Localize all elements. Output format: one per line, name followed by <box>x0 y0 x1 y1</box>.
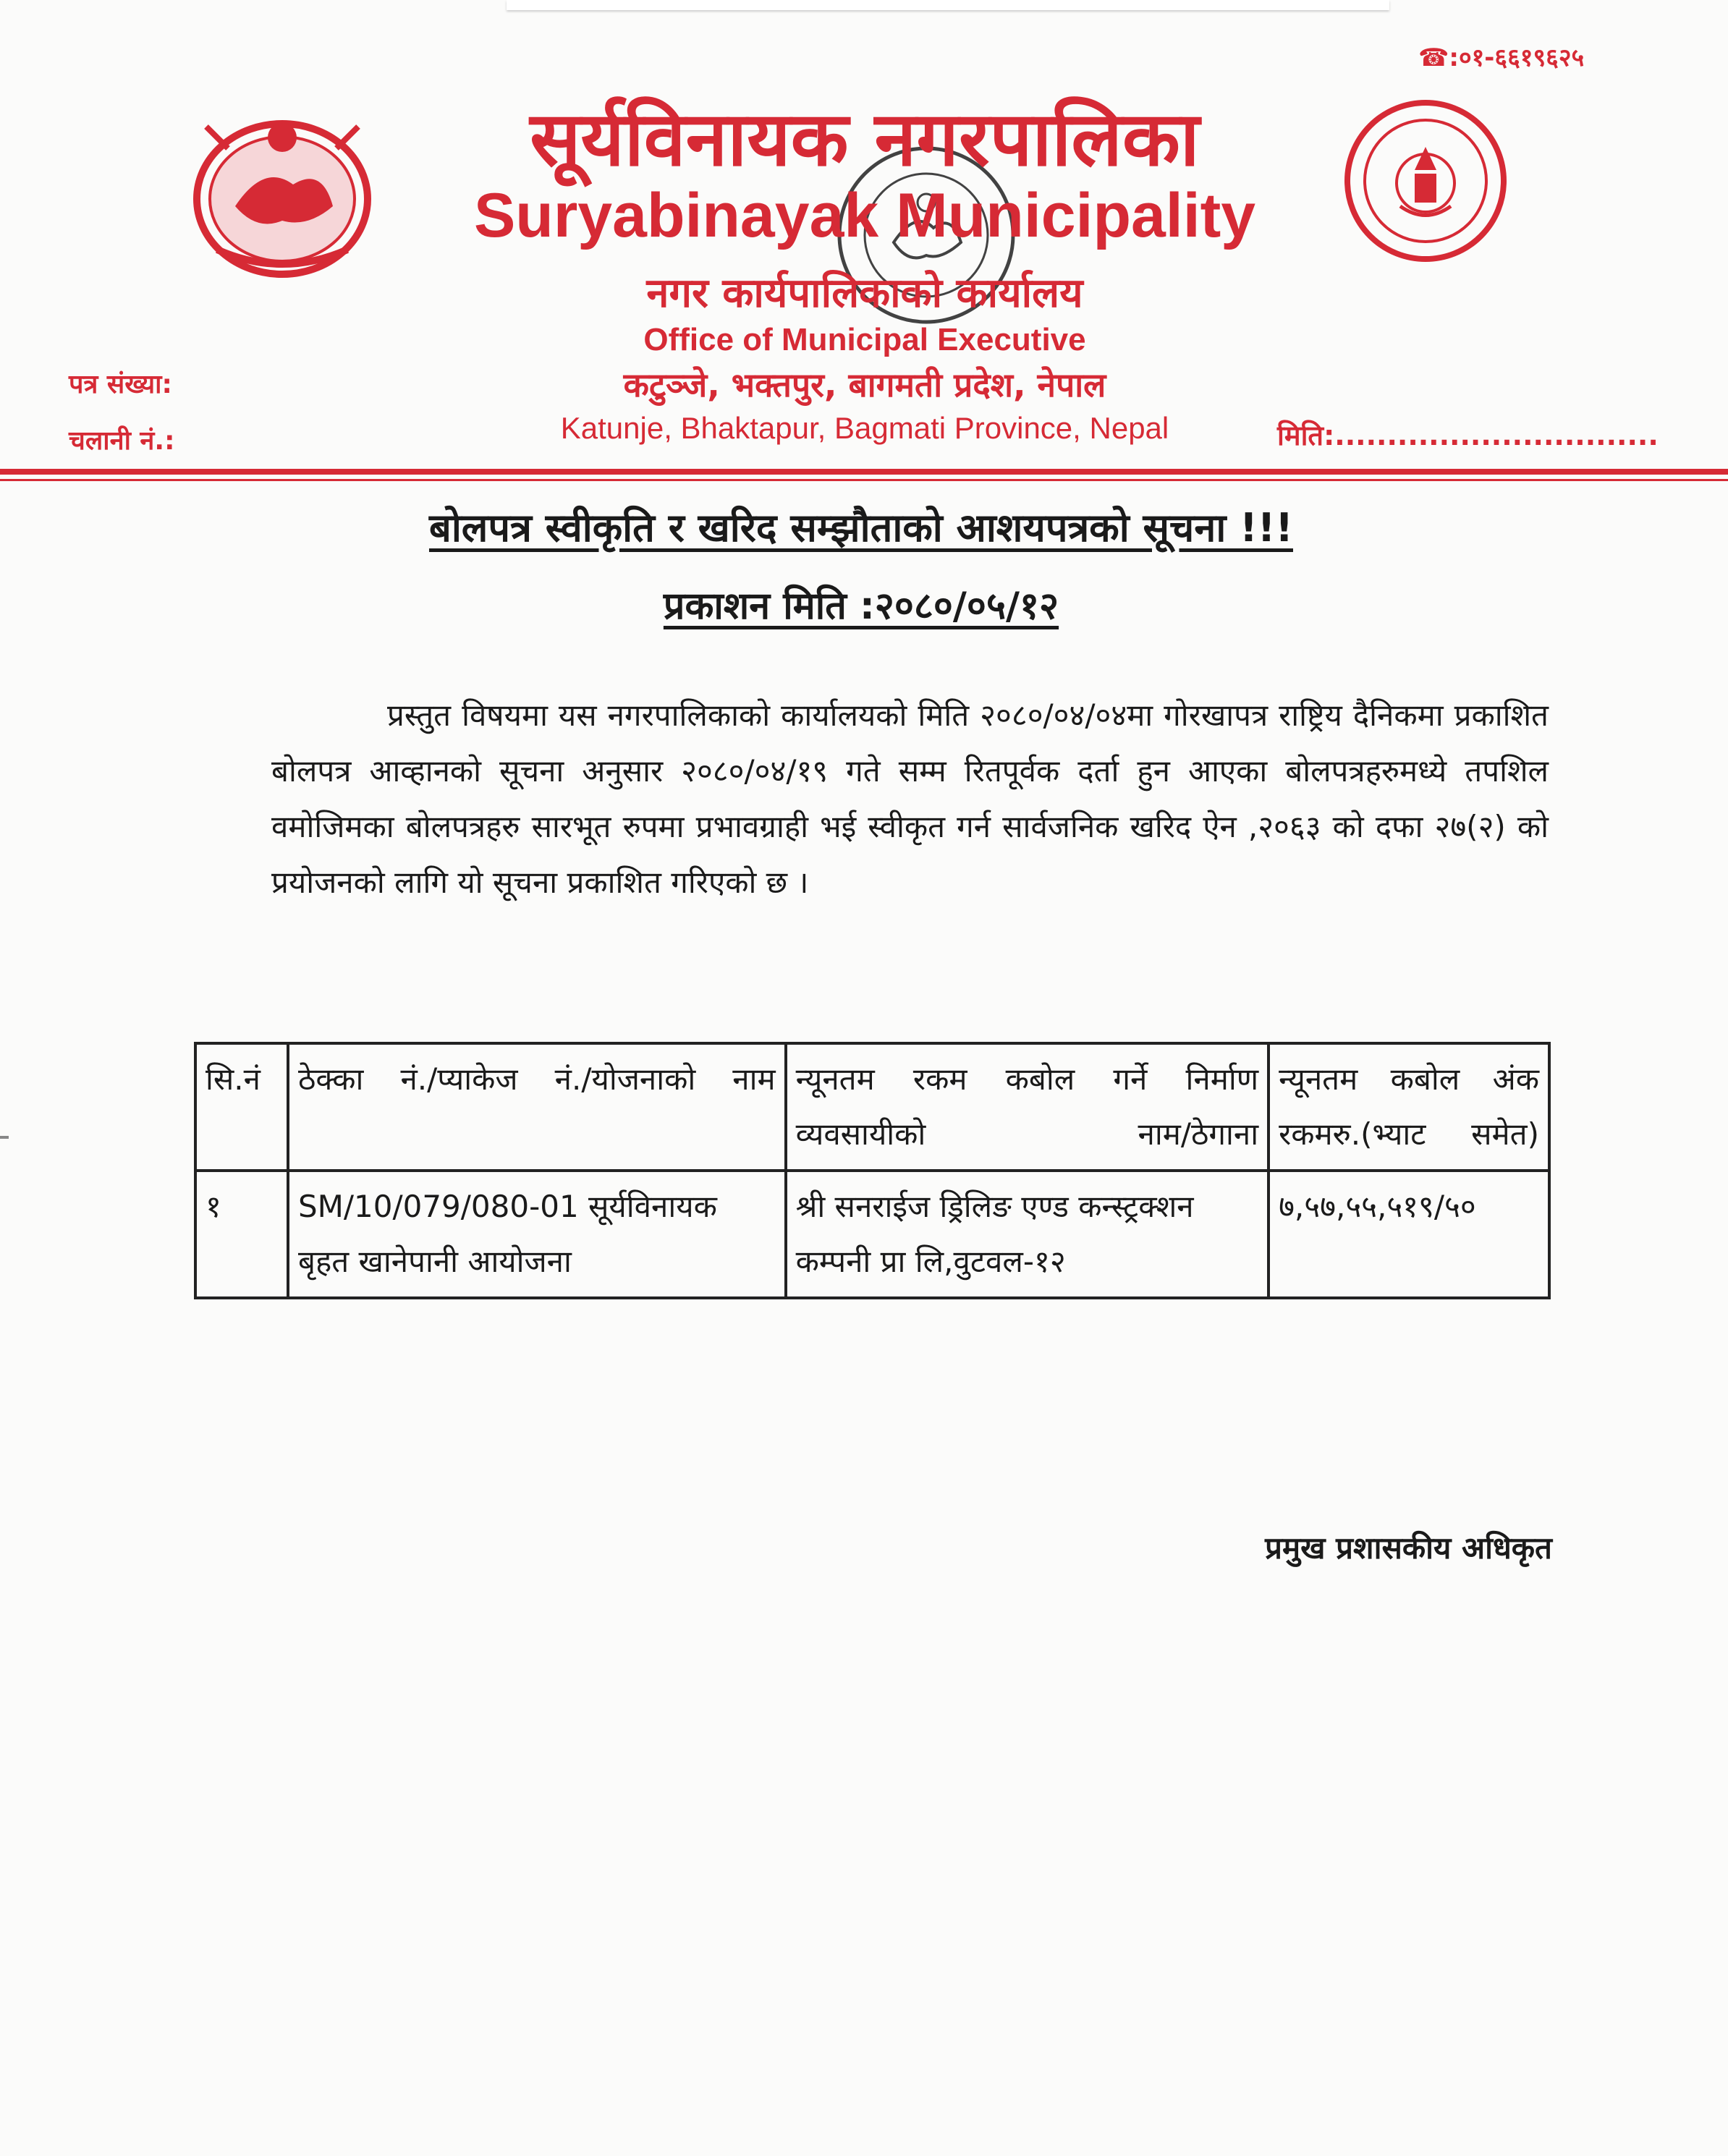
cell-amount: ७,५७,५५,५१९/५० <box>1269 1171 1549 1298</box>
cell-contract: SM/10/079/080-01 सूर्यविनायक बृहत खानेपानी आयोजना <box>288 1171 786 1298</box>
top-paper-edge <box>507 0 1389 10</box>
dispatch-number-label: चलानी नं.: <box>69 426 175 456</box>
letterhead-divider-thin <box>0 479 1728 481</box>
left-margin-mark <box>0 1136 9 1139</box>
table-header-row <box>195 1043 1549 1171</box>
header-bidder: न्यूनतम रकम कबोल गर्ने निर्माण व्यवसायीको नाम/ठेगाना <box>786 1043 1269 1171</box>
notice-body: प्रस्तुत विषयमा यस नगरपालिकाको कार्यालयको मिति २०८०/०४/०४मा गोरखापत्र राष्ट्रिय दैनिकमा प्रकाशित बोलपत्र आव्हानको सूचना अनुसार २०८०/०४/१९ गते सम्म रितपूर्वक दर्ता हुन आएका बोलपत्रहरुमध्ये तपशिल वमोजिमका बोलपत्रहरु सारभूत रुपमा प्रभावग्राही भई स्वीकृत गर्न सार्वजनिक खरिद ऐन ,२०६३ को दफा २७(२) को प्रयोजनको लागि यो सूचना प्रकाशित गरिएको छ । <box>271 697 1549 900</box>
header-sn: सि.नं <box>195 1043 288 1171</box>
address-en: Katunje, Bhaktapur, Bagmati Province, Nepal <box>560 411 1169 445</box>
notice-heading: बोलपत्र स्वीकृति र खरिद सम्झौताको आशयपत्रको सूचना !!! <box>428 505 1293 551</box>
publication-date: प्रकाशन मिति :२०८०/०५/१२ <box>663 585 1059 628</box>
letterhead-divider <box>0 469 1728 475</box>
municipality-seal-icon <box>1342 98 1509 264</box>
municipality-name-np: सूर्यविनायक नगरपालिका <box>530 95 1200 183</box>
address-np: कटुञ्जे, भक्तपुर, बागमती प्रदेश, नेपाल <box>623 365 1106 404</box>
table-row <box>195 1171 1549 1298</box>
municipality-name-en: Suryabinayak Municipality <box>473 181 1256 250</box>
date-label: मिति:............................... <box>1277 420 1659 451</box>
office-name-en: Office of Municipal Executive <box>643 322 1086 357</box>
phone-number: ☎:०१-६६१९६२५ <box>1418 43 1585 72</box>
office-name-np: नगर कार्यपालिकाको कार्यालय <box>646 270 1083 317</box>
header-contract: ठेक्का नं./प्याकेज नं./योजनाको नाम <box>288 1043 786 1171</box>
bid-table <box>194 1042 1551 1299</box>
letter-number-label: पत्र संख्या: <box>69 370 172 399</box>
cell-bidder: श्री सनराईज ड्रिलिङ एण्ड कन्स्ट्रक्शन कम्पनी प्रा लि,वुटवल-१२ <box>786 1171 1269 1298</box>
cell-sn: १ <box>195 1171 288 1298</box>
signatory-title: प्रमुख प्रशासकीय अधिकृत <box>1265 1530 1552 1566</box>
header-amount: न्यूनतम कबोल अंक रकमरु.(भ्याट समेत) <box>1269 1043 1549 1171</box>
nepal-emblem-icon <box>185 98 380 286</box>
